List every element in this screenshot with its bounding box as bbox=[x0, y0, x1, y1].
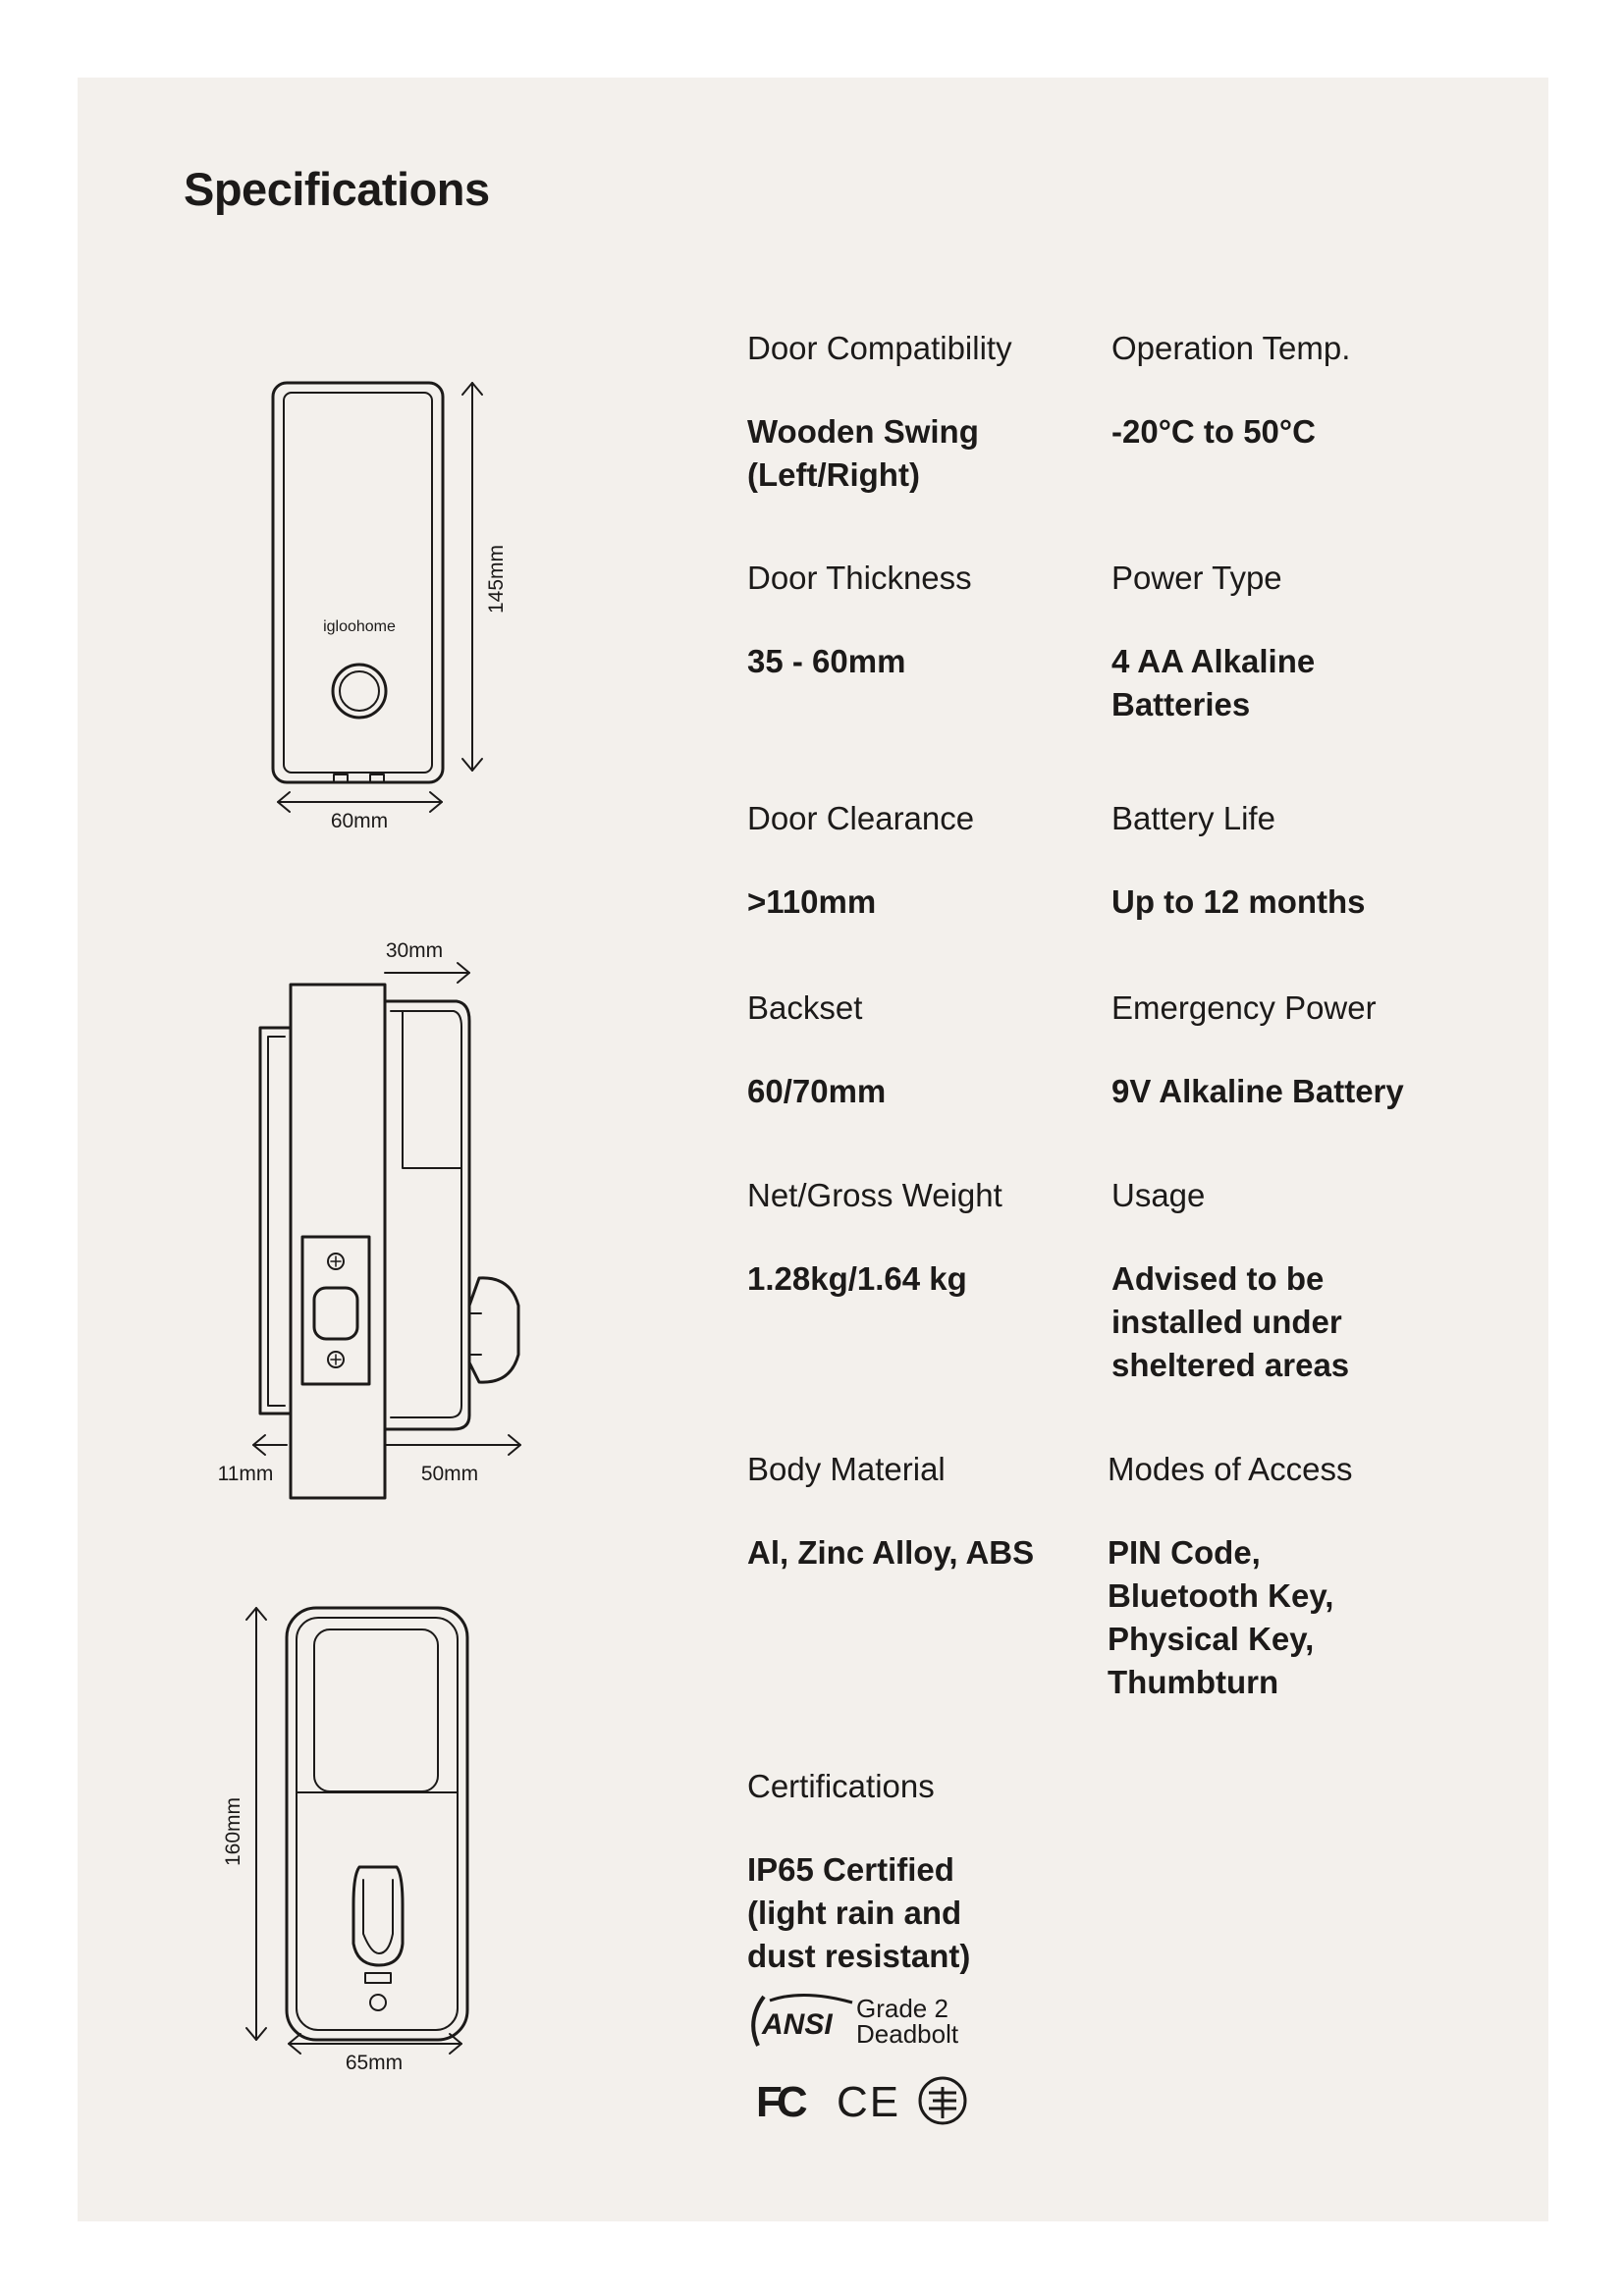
spec-value: 4 AA Alkaline Batteries bbox=[1111, 643, 1316, 722]
spec-value: PIN Code, Bluetooth Key, Physical Key, Thumbturn bbox=[1108, 1534, 1334, 1700]
spec-label: Door Clearance bbox=[747, 800, 975, 836]
spec-value: >110mm bbox=[747, 883, 877, 920]
spec-value: Wooden Swing (Left/Right) bbox=[747, 413, 979, 493]
spec-label: Operation Temp. bbox=[1111, 330, 1351, 366]
spec-value: Al, Zinc Alloy, ABS bbox=[747, 1534, 1035, 1571]
spec-value: 60/70mm bbox=[747, 1073, 887, 1109]
spec-value: 35 - 60mm bbox=[747, 643, 906, 679]
spec-value: -20°C to 50°C bbox=[1111, 413, 1316, 450]
spec-label: Net/Gross Weight bbox=[747, 1177, 1002, 1213]
brand-logo: igloohome bbox=[323, 618, 396, 635]
back-height-label: 160mm bbox=[222, 1796, 244, 1867]
spec-label: Backset bbox=[747, 989, 863, 1026]
side-right-label: 50mm bbox=[420, 1463, 479, 1485]
spec-label: Door Thickness bbox=[747, 560, 972, 596]
spec-value: Up to 12 months bbox=[1111, 883, 1366, 920]
front-view-drawing bbox=[273, 383, 508, 832]
spec-label: Body Material bbox=[747, 1451, 946, 1487]
back-view-drawing bbox=[222, 1608, 467, 2074]
cert-marks bbox=[756, 2073, 992, 2128]
side-depth-label: 30mm bbox=[385, 939, 444, 962]
page-title: Specifications bbox=[184, 163, 490, 215]
ansi-logo-icon bbox=[744, 1991, 862, 2052]
fcc-icon: FC bbox=[756, 2078, 802, 2126]
ce-icon: CE bbox=[837, 2078, 901, 2126]
spec-value: Advised to be installed under sheltered areas bbox=[1111, 1260, 1350, 1383]
front-height-label: 145mm bbox=[485, 544, 508, 614]
spec-label: Modes of Access bbox=[1108, 1451, 1353, 1487]
back-width-label: 65mm bbox=[345, 2052, 404, 2074]
telec-icon bbox=[920, 2078, 965, 2123]
cert-icons bbox=[756, 2073, 992, 2128]
front-width-label: 60mm bbox=[330, 810, 389, 832]
spec-value: 1.28kg/1.64 kg bbox=[747, 1260, 967, 1297]
spec-label: Battery Life bbox=[1111, 800, 1275, 836]
ansi-grade-line2: Deadbolt bbox=[856, 2019, 959, 2049]
spec-value: 9V Alkaline Battery bbox=[1111, 1073, 1404, 1109]
ansi-grade-line1: Grade 2 bbox=[856, 1994, 948, 2023]
ansi-badge bbox=[744, 1991, 1000, 2052]
spec-label: Certifications bbox=[747, 1768, 935, 1804]
side-view-drawing bbox=[218, 939, 520, 1498]
spec-label: Power Type bbox=[1111, 560, 1282, 596]
spec-label: Emergency Power bbox=[1111, 989, 1377, 1026]
side-left-label: 11mm bbox=[217, 1463, 274, 1485]
spec-label: Door Compatibility bbox=[747, 330, 1012, 366]
spec-value: IP65 Certified (light rain and dust resistant) bbox=[747, 1851, 971, 1974]
ansi-text: ANSI bbox=[762, 2008, 833, 2041]
spec-label: Usage bbox=[1111, 1177, 1206, 1213]
